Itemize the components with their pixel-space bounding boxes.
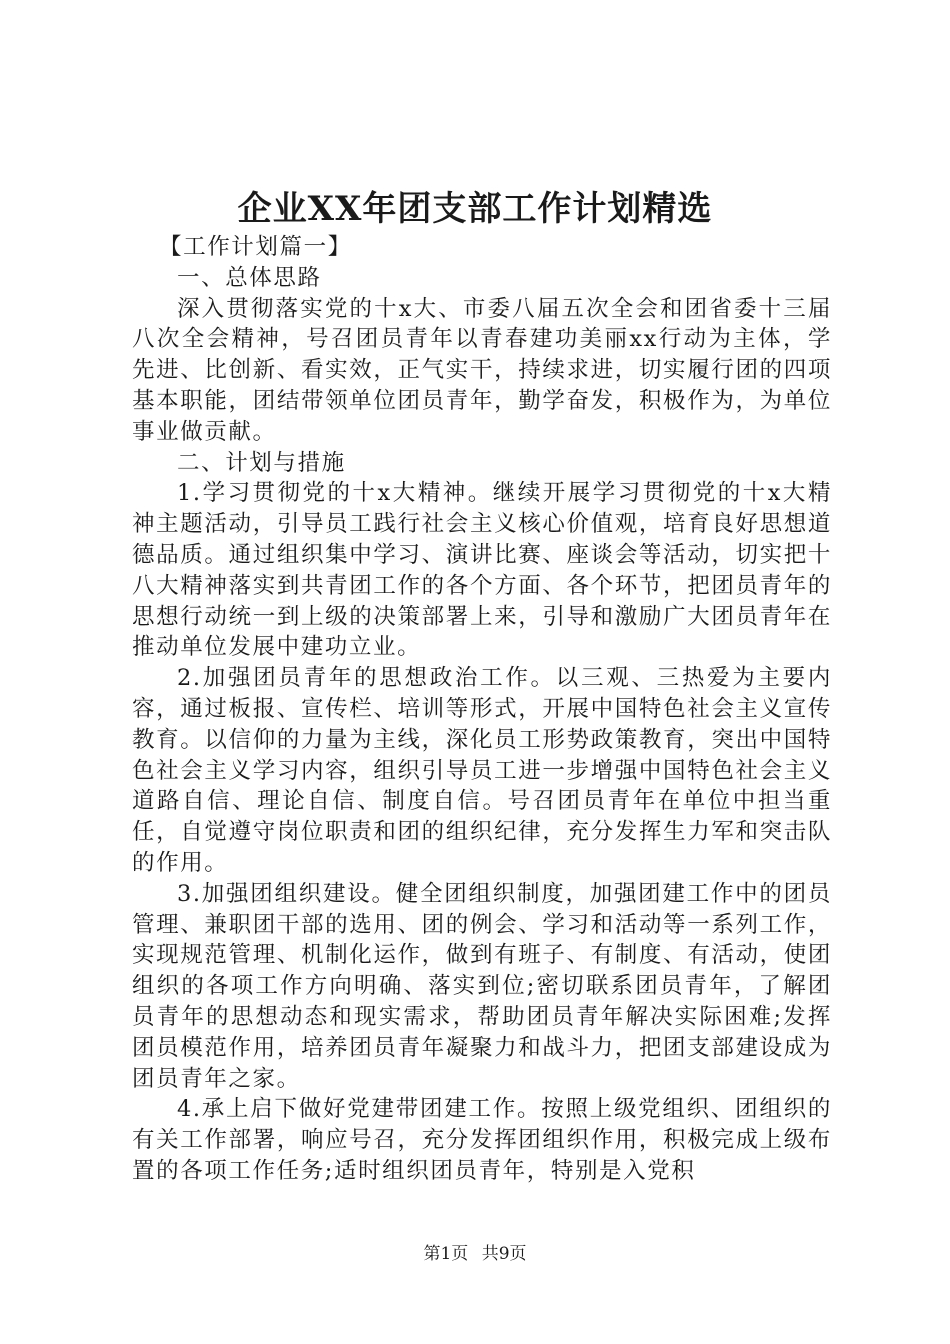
page-total: 共9页: [481, 1244, 527, 1264]
section-heading-plan-one: 【工作计划篇一】: [159, 234, 352, 260]
paragraph-measure-3: 3.加强团组织建设。健全团组织制度，加强团建工作中的团员管理、兼职团干部的选用、团的例会、学习和活动等一系列工作，实现规范管理、机制化运作，做到有班子、有制度、有活动，使团组织的各项工作方向明确、落实到位;密切联系团员青年，了解团员青年的思想动态和现实需求，帮助团员青年解决实际困难;发挥团员模范作用，培养团员青年凝聚力和战斗力，把团支部建设成为团员青年之家。: [132, 880, 832, 1092]
paragraph-overall: 深入贯彻落实党的十x大、市委八届五次全会和团省委十三届八次全会精神，号召团员青年以青春建功美丽xx行动为主体，学先进、比创新、看实效，正气实干，持续求进，切实履行团的四项基本职能，团结带领单位团员青年，勤学奋发，积极作为，为单位事业做贡献。: [132, 295, 832, 445]
section-heading-measures: 二、计划与措施: [177, 449, 346, 476]
page-footer: [0, 1242, 950, 1266]
page-number: 第1页: [423, 1244, 469, 1264]
document-title: 企业XX年团支部工作计划精选: [237, 189, 713, 229]
section-heading-overall: 一、总体思路: [177, 264, 322, 291]
paragraph-measure-1: 1.学习贯彻党的十x大精神。继续开展学习贯彻党的十x大精神主题活动，引导员工践行社会主义核心价值观，培育良好思想道德品质。通过组织集中学习、演讲比赛、座谈会等活动，切实把十八大精神落实到共青团工作的各个方面、各个环节，把团员青年的思想行动统一到上级的决策部署上来，引导和激励广大团员青年在推动单位发展中建功立业。: [132, 480, 832, 661]
paragraph-measure-4: 4.承上启下做好党建带团建工作。按照上级党组织、团组织的有关工作部署，响应号召，充分发挥团组织作用，积极完成上级布置的各项工作任务;适时组织团员青年，特别是入党积: [132, 1096, 832, 1184]
paragraph-measure-2: 2.加强团员青年的思想政治工作。以三观、三热爱为主要内容，通过板报、宣传栏、培训等形式，开展中国特色社会主义宣传教育。以信仰的力量为主线，深化员工形势政策教育，突出中国特色社会主义学习内容，组织引导员工进一步增强中国特色社会主义道路自信、理论自信、制度自信。号召团员青年在单位中担当重任，自觉遵守岗位职责和团的组织纪律，充分发挥生力军和突击队的作用。: [132, 665, 832, 876]
document-body: [132, 232, 832, 1187]
